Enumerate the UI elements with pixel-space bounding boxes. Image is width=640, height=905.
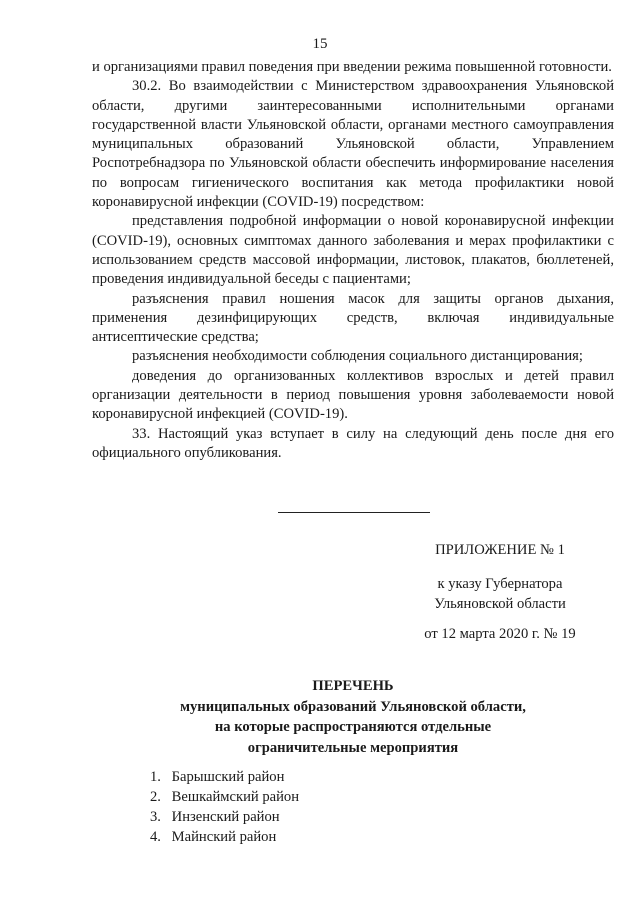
list-title [92,676,614,758]
list-title-line-3: на которые распространяются отдельные [214,719,492,735]
body-text [92,58,614,463]
list-item-name: Вешкаймский район [171,789,300,805]
paragraph-collectives: доведения до организованных коллективов взрослых и детей правил организации деятельности в период повышения уровня заболеваемости новой коронавирусной инфекцией (COVID-19). [92,367,614,423]
list-item-name: Майнский район [171,829,277,845]
list-item-number: 4. [150,829,161,845]
appendix-title: ПРИЛОЖЕНИЕ № 1 [435,542,565,558]
appendix-ref-line-2: Ульяновской области [434,596,566,612]
list-title-line-2: муниципальных образований Ульяновской области, [180,698,526,715]
list-item-number: 1. [150,769,161,785]
list-item-name: Инзенский район [171,809,280,825]
paragraph-info-covid: представления подробной информации о новой коронавирусной инфекции (COVID-19), основных симптомах данного заболевания и мерах профилактики с использованием средств массовой информации, листовок, плакатов, бюллетеней, проведения индивидуальной беседы с пациентами; [92,213,614,288]
section-separator [278,512,430,513]
paragraph-33: 33. Настоящий указ вступает в силу на следующий день после дня его официального опубликования. [92,425,614,461]
page-number: 15 [312,36,328,52]
list-item [150,807,299,827]
appendix-ref-line-1: к указу Губернатора [437,576,563,592]
list-title-line-4: ограничительные мероприятия [247,739,459,756]
list-item [150,787,299,807]
list-item-name: Барышский район [171,769,285,785]
list-item [150,827,299,847]
list-item-number: 2. [150,789,161,805]
district-list [150,767,299,847]
list-item [150,767,299,787]
paragraph-masks: разъяснения правил ношения масок для защиты органов дыхания, применения дезинфицирующих средств, включая индивидуальные антисептические средства; [92,290,614,346]
appendix-reference [410,574,590,614]
paragraph-continuation: и организациями правил поведения при введении режима повышенной готовности. [92,59,612,75]
paragraph-30-2: 30.2. Во взаимодействии с Министерством здравоохранения Ульяновской области, другими заинтересованными исполнительными органами государственной власти Ульяновской области, органами местного самоуправления муниципальных образований Ульяновской области, Управлением Роспотребнадзора по Ульяновской области обеспечить информирование населения по вопросам гигиенического воспитания как метода профилактики новой коронавирусной инфекции (COVID-19) посредством: [92,78,614,211]
paragraph-distancing: разъяснения необходимости соблюдения социального дистанцирования; [132,348,583,365]
list-item-number: 3. [150,809,161,825]
list-title-heading: ПЕРЕЧЕНЬ [312,678,394,694]
appendix-date: от 12 марта 2020 г. № 19 [424,626,576,642]
